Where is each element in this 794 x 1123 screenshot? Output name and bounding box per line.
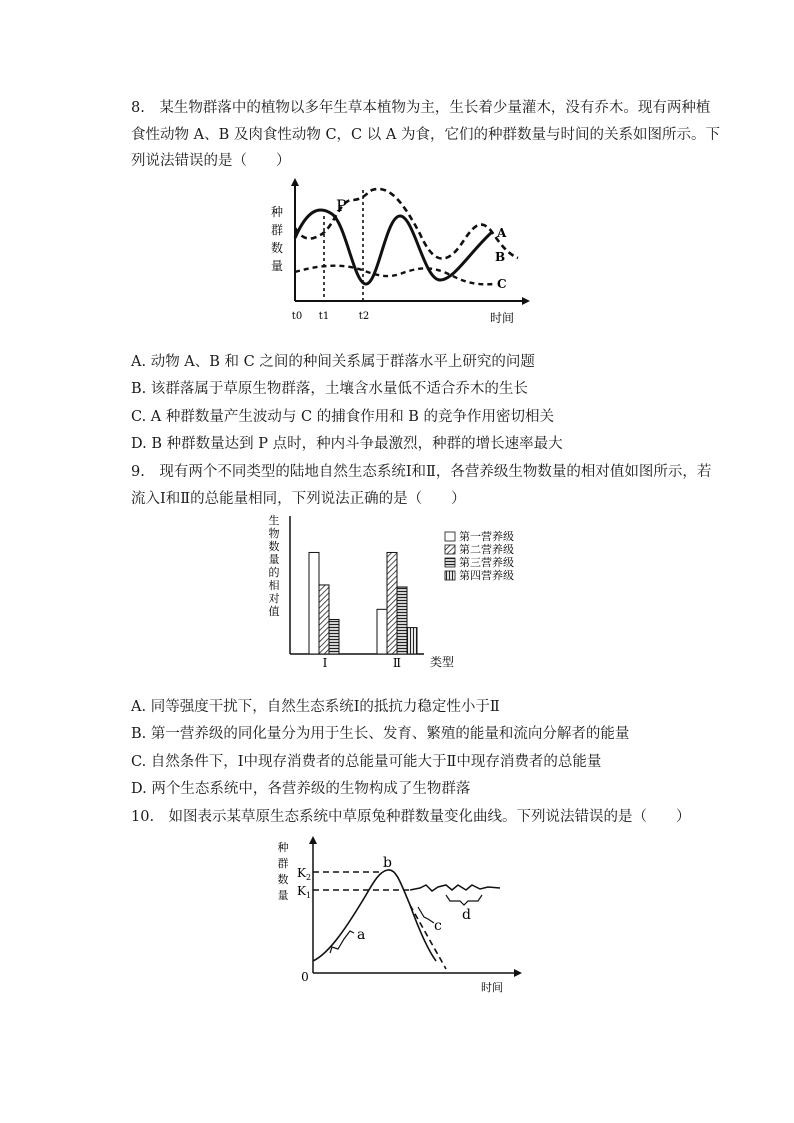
q9-option-d: D. 两个生态系统中，各营养级的生物构成了生物群落 [131,781,471,797]
q9-y-label-char: 物 [268,527,280,540]
q8-tick-t1: t1 [318,311,330,322]
q10-stem: 10. 如图表示某草原生态系统中草原兔种群数量变化曲线。下列说法错误的是（ ） [131,809,691,825]
q9-legend [445,529,514,582]
q8-series-a-label: A [497,226,507,240]
q8-option-a: A. 动物 A、B 和 C 之间的种间关系属于群落水平上研究的问题 [131,354,535,370]
q9-option-c: C. 自然条件下，Ⅰ中现存消费者的总能量可能大于Ⅱ中现存消费者的总能量 [131,754,602,770]
q9-category-labels [323,656,401,670]
q9-bar-2-3 [397,587,407,654]
q8-option-c: C. A 种群数量产生波动与 C 的捕食作用和 B 的竞争作用密切相关 [131,409,555,425]
q8-option-b: B. 该群落属于草原生物群落，土壤含水量低不适合乔木的生长 [131,381,528,397]
q9-y-label-char: 相 [268,579,280,592]
q10-curve-c-dashed [410,905,446,969]
q9-y-label [269,513,280,618]
q10-label-b: b [383,855,392,871]
q8-point-p-label: P [336,196,347,215]
q9-bar-2-4 [407,628,417,654]
q9-x-label: 类型 [429,655,455,669]
q9-y-label-char: 对 [268,592,280,605]
q9-y-label-char: 生 [268,514,280,527]
q10-label-a: a [357,927,366,943]
q10-rabbit-population-figure [270,835,530,995]
q8-x-label: 时间 [489,311,515,325]
q8-stem-line-1: 8. 某生物群落中的植物以多年生草本植物为主，生长着少量灌木，没有乔木。现有两种植 [131,100,711,116]
q8-stem-line-3: 列说法错误的是（ ） [131,153,291,169]
q8-tick-t0: t0 [291,311,303,322]
q10-y-label-2: 群 [277,857,289,870]
q10-k1-label: $K_1$ [297,884,312,900]
q9-bar-1-3 [329,619,339,654]
q8-series-b-line [295,189,518,259]
q9-bar-1-1 [309,552,319,654]
q8-tick-t2: t2 [358,311,370,322]
q9-category-label: Ⅱ [392,656,402,670]
q10-y-label-3: 数 [277,873,289,886]
q9-option-a: A. 同等强度干扰下，自然生态系统Ⅰ的抵抗力稳定性小于Ⅱ [131,699,500,715]
q9-category-label: Ⅰ [322,656,328,670]
q10-k2-label: $K_2$ [297,866,312,882]
q9-bar-chart [262,512,542,672]
q10-brace-c [418,907,434,923]
q8-y-label-3: 数 [270,241,284,255]
q9-legend-swatch [445,545,455,554]
q9-legend-swatch [445,532,455,541]
q9-bar-2-2 [387,552,397,654]
q9-y-label-char: 量 [268,553,280,566]
q9-bar-2-1 [377,609,387,654]
q8-option-d: D. B 种群数量达到 P 点时，种内斗争最激烈，种群的增长速率最大 [131,436,563,452]
q9-y-label-char: 值 [268,605,280,618]
q10-y-arrow [309,836,317,844]
q10-brace-d [446,895,482,905]
q10-label-d: d [462,907,471,923]
q8-population-figure [262,176,532,326]
q9-legend-label: 第四营养级 [459,569,514,582]
q8-stem-line-2: 食性动物 A、B 及肉食性动物 C，C 以 A 为食，它们的种群数量与时间的关系如图所示。下 [131,127,720,143]
q8-y-label-1: 种 [270,205,284,219]
q8-series-c-line [295,266,494,285]
q9-legend-label: 第二营养级 [459,543,514,556]
q10-y-label-1: 种 [277,841,289,854]
q10-x-arrow [514,969,522,977]
q9-bar-1-2 [319,585,329,654]
q8-y-label-2: 群 [270,223,284,237]
q8-series-b-label: B [495,250,506,264]
q8-series-c-label: C [497,277,507,291]
q8-y-label-4: 量 [270,259,284,273]
q9-bars [309,552,417,654]
q9-option-b: B. 第一营养级的同化量分为用于生长、发育、繁殖的能量和流向分解者的能量 [131,726,630,742]
q9-y-label-char: 的 [268,566,280,579]
q9-legend-swatch [445,571,455,580]
q9-y-label-char: 数 [268,540,280,553]
q10-label-c: c [434,918,442,934]
q10-curve-d-fluctuation [410,885,500,891]
q10-origin-label: 0 [301,970,309,984]
q10-y-label-4: 量 [277,889,289,902]
q8-x-arrow [522,297,530,305]
q9-stem-line-2: 流入Ⅰ和Ⅱ的总能量相同，下列说法正确的是（ ） [131,491,466,507]
q9-stem-line-1: 9. 现有两个不同类型的陆地自然生态系统Ⅰ和Ⅱ，各营养级生物数量的相对值如图所示，若 [131,464,712,480]
q9-legend-label: 第三营养级 [459,556,514,569]
q10-x-label: 时间 [481,981,503,994]
q9-legend-swatch [445,558,455,567]
q9-legend-label: 第一营养级 [459,530,514,543]
q8-y-arrow [291,178,299,186]
